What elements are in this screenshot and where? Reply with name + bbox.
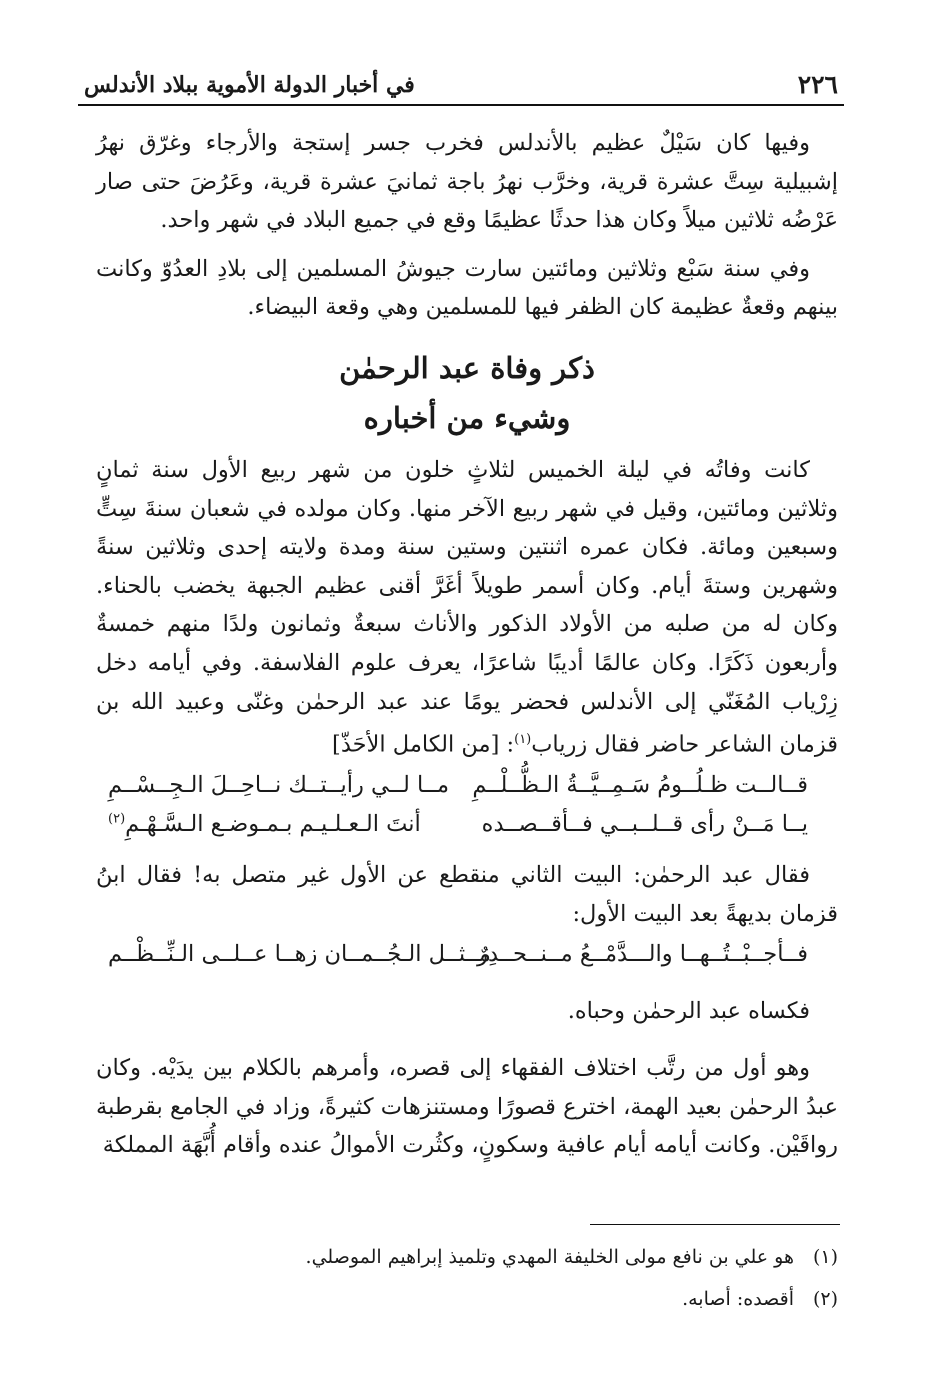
main-text <box>96 124 838 1165</box>
footnote-mark: (٢) <box>812 1288 838 1310</box>
verse-first-hemistich: فــأجــبْــتُــهــا والـــدَّمْــعُ مــنــحــدِرٌ <box>477 941 808 968</box>
footnote-mark: (١) <box>812 1246 838 1268</box>
death-text: كانت وفاتُه في ليلة الخميس لثلاثٍ خلون من شهر ربيع الأول سنة ثمانٍ وثلاثين ومائتين، وقيل في شهر ربيع الآخر منها. وكان مولده في شعبان سنةَ سِتٍّ وسبعين ومائة. فكان عمره اثنتين وستين سنة ومدة ولايته إحدى وثلاثين سنةً وشهرين وستةَ أيام. وكان أسمر طويلاً أغَرَّ أقنى عظيم الجبهة يخضب بالحناء. وكان له من صلبه من الأولاد الذكور والأناث سبعةٌ وثمانون ولدًا منهم خمسةٌ وأربعون ذَكَرًا. وكان عالمًا أديبًا شاعرًا، يعرف علوم الفلاسفة. وفي أيامه دخل زِرْياب المُغَنّي إلى الأندلس فحضر يومًا عند عبد الرحمٰن وغنّى وعبيد الله بن قزمان الشاعر حاضر فقال زرياب <box>96 456 838 758</box>
verse-first-hemistich: قــالــت ظـلُــومُ سَـمِــيَّــةُ الـظُّــلْــمِ <box>472 772 808 799</box>
footnote-text: أقصده: أصابه. <box>682 1288 794 1310</box>
meter-label: : [من الكامل الأحَذّ] <box>332 731 515 758</box>
paragraph-death <box>96 451 838 764</box>
footnote-divider <box>590 1224 840 1225</box>
poem-line <box>96 809 838 848</box>
section-heading-line1: ذكر وفاة عبد الرحمٰن <box>339 350 595 385</box>
poem-ibn-quzman <box>96 939 838 978</box>
verse-first-hemistich: يــا مَــنْ رأى قــلــبــي فــأقــصــده <box>481 811 808 838</box>
footnote-1 <box>96 1236 838 1278</box>
poem-line <box>96 770 838 809</box>
verse-second-hemistich <box>108 811 421 837</box>
paragraph-flood: وفيها كان سَيْلٌ عظيم بالأندلس فخرب جسر إستجة والأرجاء وغرّق نهرُ إشبيلية سِتَّ عشرة قرية، وخرَّب نهرُ باجة ثمانيَ عشرة قرية، وعَرُضَ حتى صار عَرْضُه ثلاثين ميلاً وكان هذا حدثًا عظيمًا وقع في جميع البلاد في شهر واحد. <box>96 130 838 234</box>
closing-line: فكساه عبد الرحمٰن وحباه. <box>567 998 810 1025</box>
footnote-2 <box>96 1278 838 1320</box>
verse-second-hemistich: مــثــل الـجُــمــان زهــا عــلــى الـنِّــظْــم <box>108 941 491 968</box>
footnote-ref-1[interactable]: (١) <box>514 732 532 748</box>
footnote-text: هو علي بن نافع مولى الخليفة المهدي وتلميذ إبراهيم الموصلي. <box>305 1246 794 1268</box>
paragraph-response: فقال عبد الرحمٰن: البيت الثاني منقطع عن الأول غير متصل به! فقال ابنُ قزمان بديهةً بعد البيت الأول: <box>96 862 838 927</box>
poem-zeryab <box>96 770 838 848</box>
footnotes <box>96 1236 838 1320</box>
page-header <box>78 62 844 106</box>
paragraph-final: وهو أول من رتَّب اختلاف الفقهاء إلى قصره، وأمرهم بالكلام بين يدَيْه. وكان عبدُ الرحمٰن بعيد الهمة، اخترع قصورًا ومستنزهات كثيرةً، وزاد في الجامع بقرطبة رواقَيْن. وكانت أيامه أيام عافية وسكونٍ، وكثُرت الأموالُ عنده وأقام أُبَّهَة المملكة <box>96 1055 838 1159</box>
poem-line <box>96 939 838 978</box>
section-heading-line2: وشيء من أخباره <box>363 400 571 435</box>
page-number: ٢٢٦ <box>797 70 838 99</box>
section-heading <box>96 343 838 443</box>
verse-second-hemistich: مــا لــي رأيــتــك نــاحِــلَ الـجِــسْــمِ <box>108 772 450 799</box>
footnote-ref-2[interactable]: (٢) <box>108 811 126 827</box>
paragraph-battle: وفي سنة سَبْع وثلاثين ومائتين سارت جيوشُ المسلمين إلى بلادِ العدُوّ وكانت بينهم وقعةٌ عظيمة كان الظفر فيها للمسلمين وهي وقعة البيضاء. <box>96 255 838 321</box>
verse-text: أنتَ الـعـلـيـم بـمـوضـع الـسَّـهْـمِ <box>125 811 421 838</box>
running-title: في أخبار الدولة الأموية ببلاد الأندلس <box>84 72 415 98</box>
